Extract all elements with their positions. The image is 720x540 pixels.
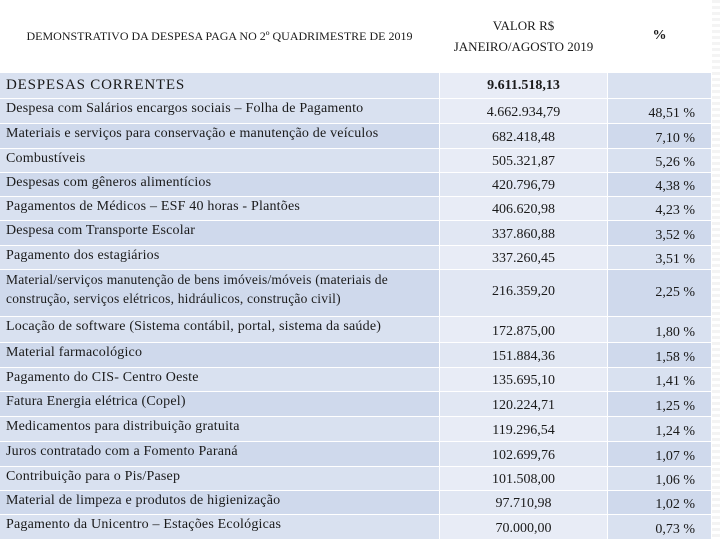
row-percent: 0,73 % <box>608 515 712 540</box>
table-row <box>0 343 712 368</box>
row-value: 172.875,00 <box>440 317 608 343</box>
row-percent: 4,23 % <box>608 197 712 221</box>
table-row <box>0 515 712 540</box>
row-value: 337.860,88 <box>440 221 608 246</box>
section-percent <box>608 73 712 99</box>
row-percent: 1,07 % <box>608 442 712 467</box>
row-percent: 1,80 % <box>608 317 712 343</box>
table-row <box>0 442 712 467</box>
row-value: 420.796,79 <box>440 173 608 197</box>
row-description: Material de limpeza e produtos de higienização <box>0 491 440 515</box>
row-percent: 1,06 % <box>608 467 712 491</box>
row-description: Pagamento do CIS- Centro Oeste <box>0 368 440 392</box>
row-value: 337.260,45 <box>440 246 608 270</box>
page-edge <box>712 0 720 540</box>
table-row <box>0 467 712 491</box>
row-value: 70.000,00 <box>440 515 608 540</box>
row-percent: 3,52 % <box>608 221 712 246</box>
row-value: 505.321,87 <box>440 149 608 173</box>
row-description: Juros contratado com a Fomento Paraná <box>0 442 440 467</box>
row-value: 102.699,76 <box>440 442 608 467</box>
row-value: 101.508,00 <box>440 467 608 491</box>
row-percent: 1,25 % <box>608 392 712 417</box>
row-description: Material/serviços manutenção de bens imóveis/móveis (materiais de construção, serviços elétricos, hidráulicos, construção civil) <box>0 270 440 317</box>
row-description: Material farmacológico <box>0 343 440 368</box>
table-row <box>0 417 712 442</box>
row-description: Despesa com Transporte Escolar <box>0 221 440 246</box>
section-label: DESPESAS CORRENTES <box>0 73 440 99</box>
row-description: Medicamentos para distribuição gratuita <box>0 417 440 442</box>
row-percent: 1,58 % <box>608 343 712 368</box>
value-column-header: VALOR R$ JANEIRO/AGOSTO 2019 <box>453 18 594 54</box>
row-value: 120.224,71 <box>440 392 608 417</box>
row-value: 135.695,10 <box>440 368 608 392</box>
table-row <box>0 221 712 246</box>
row-description: Despesa com Salários encargos sociais – Folha de Pagamento <box>0 99 440 124</box>
row-value: 682.418,48 <box>440 124 608 149</box>
row-value: 97.710,98 <box>440 491 608 515</box>
table-header <box>0 0 712 73</box>
row-description: Fatura Energia elétrica (Copel) <box>0 392 440 417</box>
row-percent: 1,02 % <box>608 491 712 515</box>
table-row <box>0 368 712 392</box>
row-description: Locação de software (Sistema contábil, portal, sistema da saúde) <box>0 317 440 343</box>
row-percent: 3,51 % <box>608 246 712 270</box>
row-percent: 2,25 % <box>608 270 712 317</box>
row-value: 216.359,20 <box>440 270 608 317</box>
row-percent: 48,51 % <box>608 99 712 124</box>
table-row <box>0 392 712 417</box>
table-row <box>0 491 712 515</box>
table-row <box>0 246 712 270</box>
row-percent: 1,24 % <box>608 417 712 442</box>
row-percent: 5,26 % <box>608 149 712 173</box>
table-row <box>0 197 712 221</box>
row-value: 151.884,36 <box>440 343 608 368</box>
row-description: Materiais e serviços para conservação e manutenção de veículos <box>0 124 440 149</box>
row-percent: 1,41 % <box>608 368 712 392</box>
value-header-cell <box>440 0 608 73</box>
table-title-cell <box>0 0 440 73</box>
row-percent: 4,38 % <box>608 173 712 197</box>
row-description: Combustíveis <box>0 149 440 173</box>
table-row <box>0 317 712 343</box>
row-value: 4.662.934,79 <box>440 99 608 124</box>
section-row <box>0 73 712 99</box>
table-row <box>0 173 712 197</box>
row-description: Pagamento da Unicentro – Estações Ecológicas <box>0 515 440 540</box>
table-row <box>0 149 712 173</box>
row-value: 406.620,98 <box>440 197 608 221</box>
table-title: DEMONSTRATIVO DA DESPESA PAGA NO 2º QUADRIMESTRE DE 2019 <box>26 28 413 43</box>
percent-header-cell <box>608 0 712 73</box>
percent-column-header: % <box>652 28 667 43</box>
row-description: Pagamento dos estagiários <box>0 246 440 270</box>
table-row <box>0 270 712 317</box>
section-total: 9.611.518,13 <box>440 73 608 99</box>
row-percent: 7,10 % <box>608 124 712 149</box>
row-description: Despesas com gêneros alimentícios <box>0 173 440 197</box>
row-description: Pagamentos de Médicos – ESF 40 horas - Plantões <box>0 197 440 221</box>
table-row <box>0 99 712 124</box>
row-value: 119.296,54 <box>440 417 608 442</box>
table-row <box>0 124 712 149</box>
row-description: Contribuição para o Pis/Pasep <box>0 467 440 491</box>
